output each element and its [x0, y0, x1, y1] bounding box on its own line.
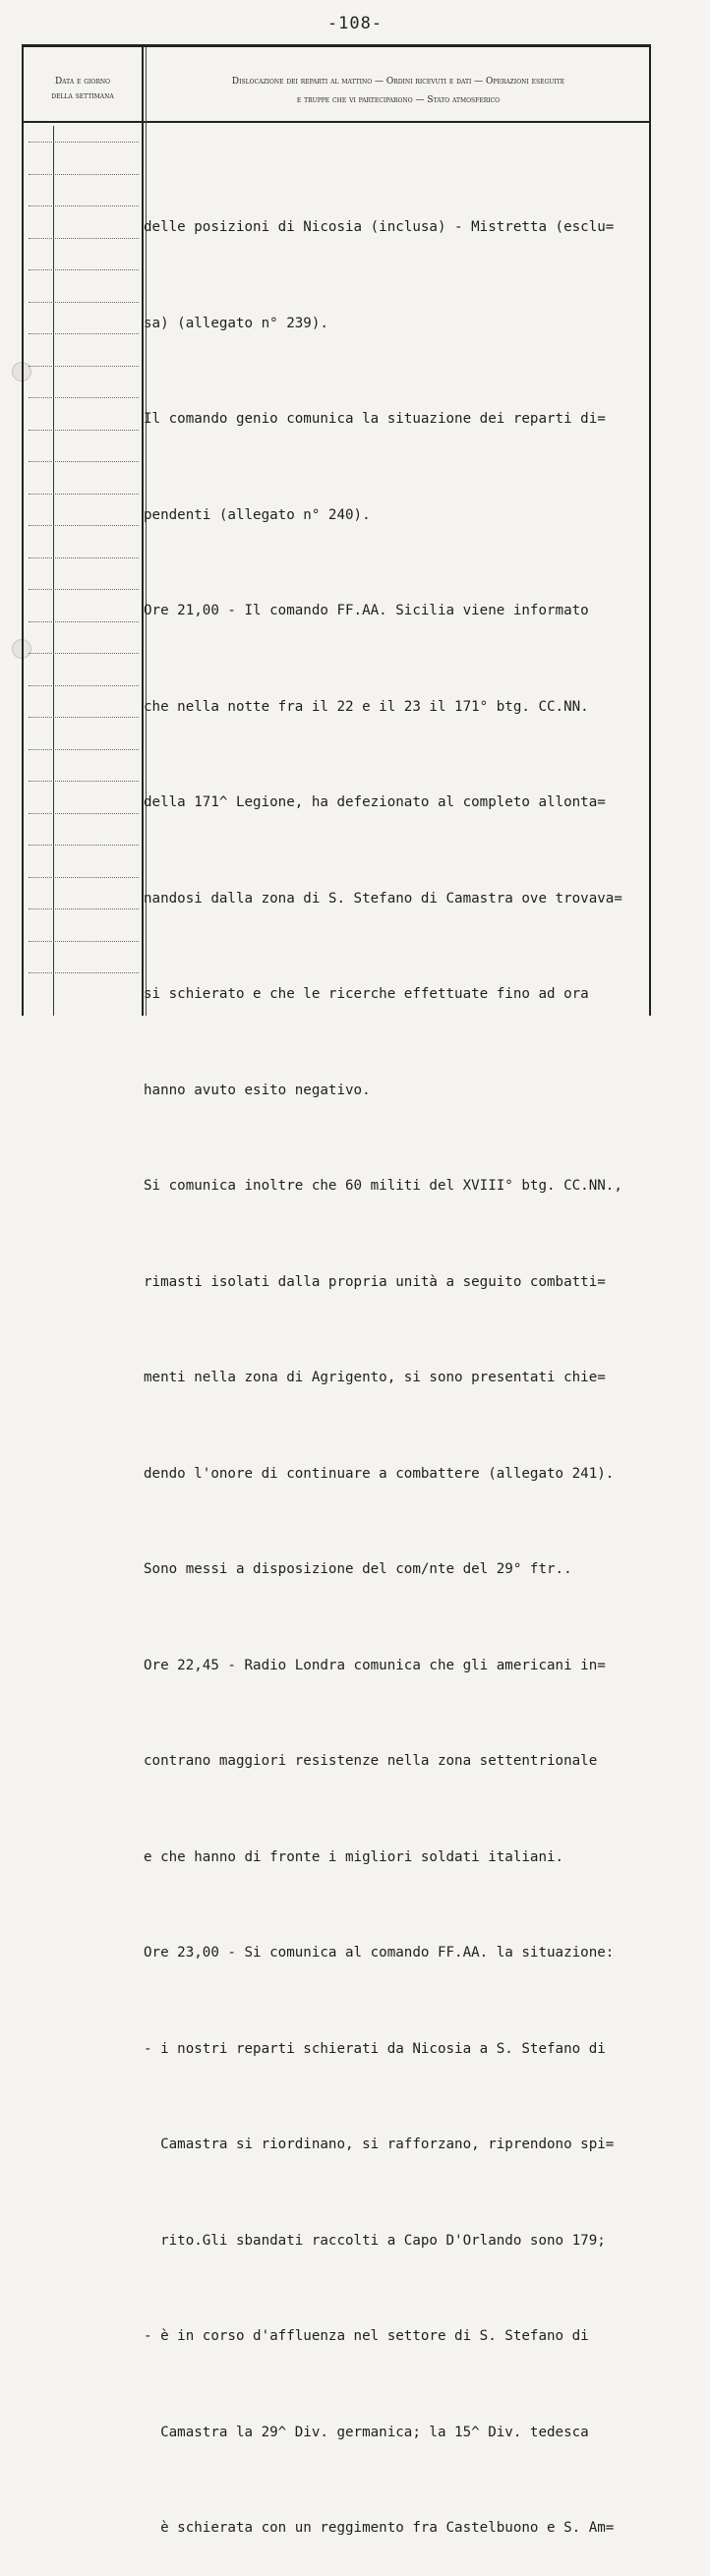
- header-row: [24, 47, 649, 123]
- date-column-vertical-rule: [53, 126, 54, 1016]
- text-line: Si comunica inoltre che 60 militi del XVIII° btg. CC.NN.,: [144, 1178, 622, 1194]
- text-line: menti nella zona di Agrigento, si sono presentati chie=: [144, 1370, 606, 1385]
- text-line: si schierato e che le ricerche effettuate fino ad ora: [144, 986, 589, 1002]
- text-line: dendo l'onore di continuare a combattere (allegato 241).: [144, 1465, 615, 1482]
- date-column-dotted-rule: [29, 813, 139, 814]
- date-column-dotted-rule: [29, 430, 139, 431]
- date-header-line1: Data e giorno: [54, 77, 111, 87]
- page-number: -108-: [326, 14, 384, 33]
- text-line: Il comando genio comunica la situazione dei reparti di=: [144, 411, 606, 427]
- text-line: rimasti isolati dalla propria unità a seguito combatti=: [144, 1273, 606, 1290]
- date-column-dotted-rule: [29, 397, 139, 398]
- text-line: Ore 22,45 - Radio Londra comunica che gli americani in=: [144, 1657, 606, 1673]
- text-line: pendenti (allegato n° 240).: [144, 506, 371, 523]
- text-line: hanno avuto esito negativo.: [144, 1082, 371, 1098]
- date-column-dotted-rule: [29, 685, 139, 686]
- date-column-dotted-rule: [29, 302, 139, 303]
- text-line: - è in corso d'affluenza nel settore di S. Stefano di: [144, 2328, 589, 2344]
- text-line: è schierata con un reggimento fra Castelbuono e S. Am=: [144, 2520, 615, 2536]
- text-line: contrano maggiori resistenze nella zona settentrionale: [144, 1753, 598, 1769]
- date-column-dotted-rule: [29, 877, 139, 878]
- text-line: delle posizioni di Nicosia (inclusa) - Mistretta (esclu=: [144, 219, 615, 235]
- date-header-line2: della settimana: [51, 91, 114, 101]
- date-column-dotted-rule: [29, 749, 139, 750]
- date-column-dotted-rule: [29, 269, 139, 270]
- date-column-dotted-rule: [29, 525, 139, 526]
- text-line: nandosi dalla zona di S. Stefano di Camastra ove trovava=: [144, 890, 622, 907]
- text-line: Ore 23,00 - Si comunica al comando FF.AA. la situazione:: [144, 1945, 615, 1961]
- text-line: Sono messi a disposizione del com/nte del 29° ftr..: [144, 1561, 572, 1577]
- date-column-dotted-rule: [29, 366, 139, 367]
- date-column-dotted-rule: [29, 972, 139, 973]
- date-column-dotted-rule: [29, 205, 139, 206]
- content-header-line1: Dislocazione dei reparti al mattino — Ordini ricevuti e dati — Operazioni eseguite: [231, 77, 565, 87]
- content-header-line2: e truppe che vi parteciparono — Stato atmosferico: [296, 95, 501, 105]
- typed-log-text: [144, 147, 655, 2576]
- text-line: - i nostri reparti schierati da Nicosia a S. Stefano di: [144, 2040, 606, 2057]
- text-line: rito.Gli sbandati raccolti a Capo D'Orlando sono 179;: [144, 2232, 606, 2249]
- date-column-dotted-rule: [29, 781, 139, 782]
- date-column-dotted-rule: [29, 494, 139, 495]
- date-column-dotted-rule: [29, 142, 139, 143]
- text-line: e che hanno di fronte i migliori soldati italiani.: [144, 1848, 564, 1865]
- date-column-dotted-rule: [29, 557, 139, 558]
- content-column-header: [148, 73, 649, 110]
- text-line: Ore 21,00 - Il comando FF.AA. Sicilia viene informato: [144, 603, 589, 618]
- text-line: che nella notte fra il 22 e il 23 il 171° btg. CC.NN.: [144, 698, 589, 715]
- text-line: Camastra si riordinano, si rafforzano, riprendono spi=: [144, 2137, 615, 2152]
- date-column-dotted-rule: [29, 941, 139, 942]
- date-column-dotted-rule: [29, 589, 139, 590]
- date-column-dotted-rule: [29, 174, 139, 175]
- date-column-header: [24, 75, 142, 104]
- date-column-ruling: [24, 126, 142, 1016]
- date-column-dotted-rule: [29, 333, 139, 334]
- date-column-dotted-rule: [29, 653, 139, 654]
- date-column-dotted-rule: [29, 845, 139, 846]
- text-line: sa) (allegato n° 239).: [144, 315, 328, 331]
- text-line: Camastra la 29^ Div. germanica; la 15^ Div. tedesca: [144, 2424, 589, 2440]
- date-column-dotted-rule: [29, 461, 139, 462]
- date-column-dotted-rule: [29, 908, 139, 909]
- date-column-dotted-rule: [29, 621, 139, 622]
- text-line: della 171^ Legione, ha defezionato al completo allonta=: [144, 794, 606, 810]
- date-column-dotted-rule: [29, 717, 139, 718]
- date-column-dotted-rule: [29, 238, 139, 239]
